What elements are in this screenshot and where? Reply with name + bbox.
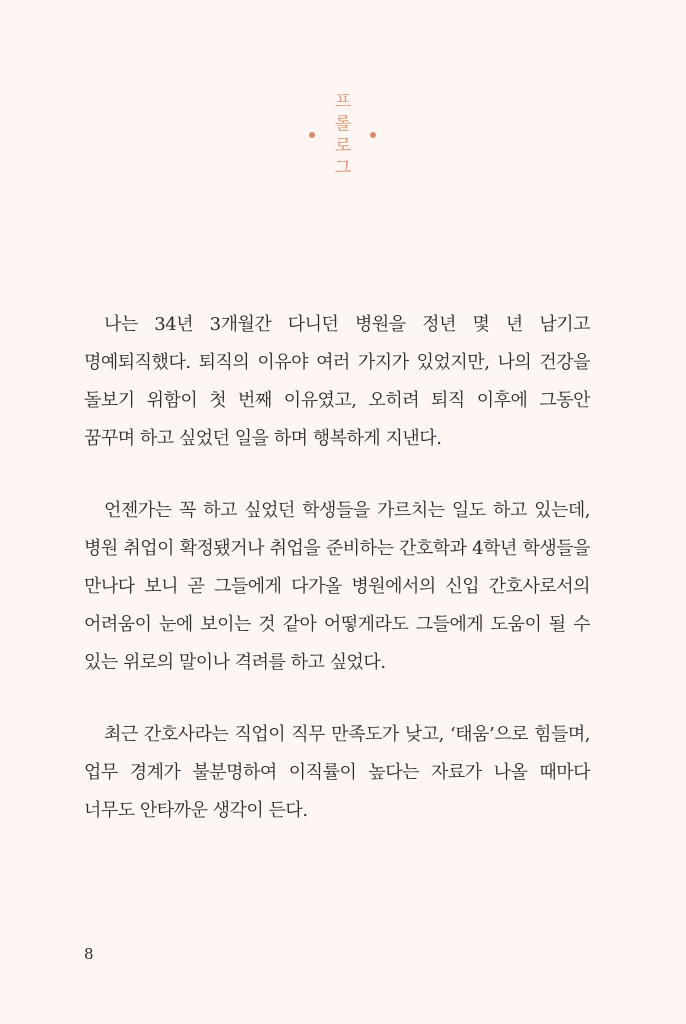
- title-char-1: 프: [334, 92, 352, 112]
- left-dot-ornament: [309, 132, 315, 138]
- right-dot-ornament: [370, 132, 376, 138]
- paragraph-1: 나는 34년 3개월간 다니던 병원을 정년 몇 년 남기고 명예퇴직했다. 퇴직의 이유야 여러 가지가 있었지만, 나의 건강을 돌보기 위함이 첫 번째 이유였고, 오히려 퇴직 이후에 그동안 꿈꾸며 하고 싶었던 일을 하며 행복하게 지낸다.: [84, 314, 590, 449]
- page-number: 8: [84, 945, 94, 963]
- title-char-2: 롤: [334, 114, 352, 134]
- paragraph-2: 언젠가는 꼭 하고 싶었던 학생들을 가르치는 일도 하고 있는데, 병원 취업이 확정됐거나 취업을 준비하는 간호학과 4학년 학생들을 만나다 보니 곧 그들에게 다가올 병원에서의 신입 간호사로서의 어려움이 눈에 보이는 것 같아 어떻게라도 그들에게 도움이 될 수 있는 위로의 말이나 격려를 하고 싶었다.: [84, 500, 590, 673]
- body-text: [84, 306, 590, 864]
- title-char-3: 로: [334, 136, 352, 156]
- chapter-title: [0, 88, 686, 188]
- paragraph-3: 최근 간호사라는 직업이 직무 만족도가 낮고, ‘태움’으로 힘들며, 업무 경계가 불분명하여 이직률이 높다는 자료가 나올 때마다 너무도 안타까운 생각이 든다.: [84, 724, 590, 821]
- title-char-4: 그: [334, 158, 352, 178]
